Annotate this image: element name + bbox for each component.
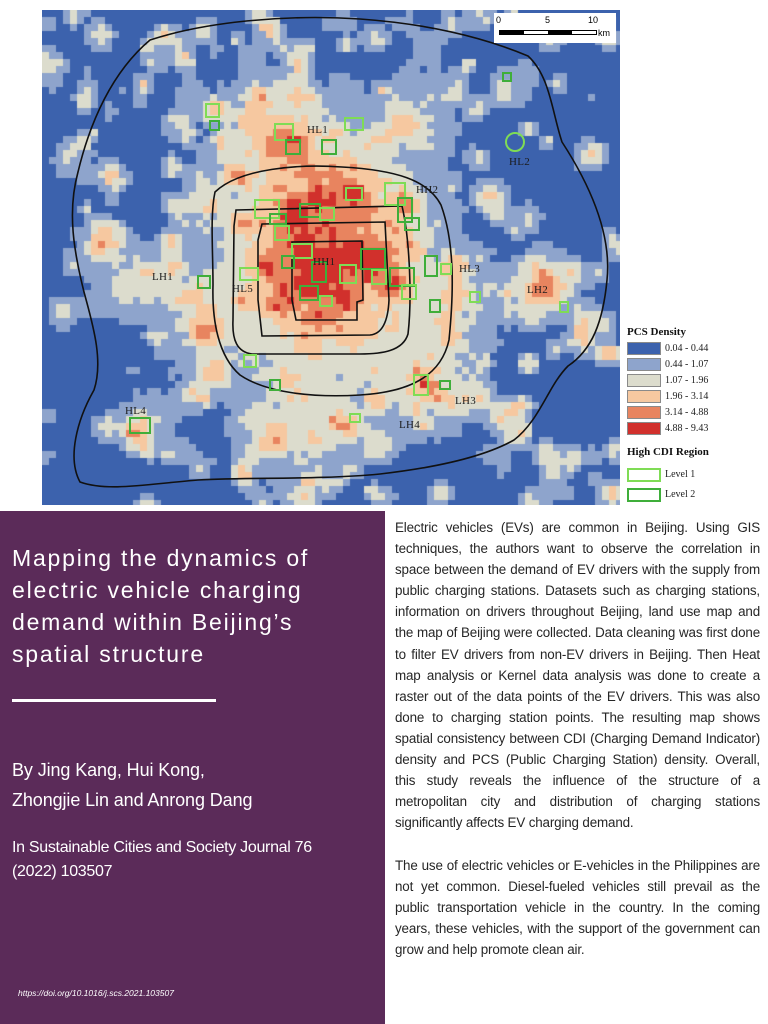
cdi-region-level-2	[503, 73, 511, 81]
legend-label: 1.07 - 1.96	[665, 375, 709, 386]
scale-tick-label: 0	[496, 15, 502, 25]
cdi-region-level-1	[275, 226, 289, 240]
title-line: spatial structure	[12, 641, 205, 667]
cdi-region-level-1	[275, 124, 293, 140]
legend-swatch	[627, 358, 661, 371]
legend-label: 0.44 - 1.07	[665, 359, 709, 370]
authors-line: Zhongjie Lin and Anrong Dang	[12, 790, 253, 810]
region-label-hl2: HL2	[509, 156, 531, 168]
legend-swatch	[627, 422, 661, 435]
journal-citation	[12, 836, 312, 884]
map-legend	[625, 326, 765, 506]
cdi-region-level-2	[300, 286, 318, 300]
ring-road-2	[292, 241, 363, 320]
cdi-region-level-1	[320, 208, 334, 220]
summary-paragraph: The use of electric vehicles or E-vehicles in the Philippines are not yet common. Diesel-fueled vehicles still prevail as the public transportation vehicle in the country. In the coming years, these vehicles, with the support of the government can grow and help promote clean air.	[395, 857, 760, 957]
article-info-panel	[0, 511, 385, 1024]
legend-label: 4.88 - 9.43	[665, 423, 709, 434]
legend-row	[625, 358, 765, 372]
cdi-regions	[130, 73, 568, 433]
legend-label: Level 2	[665, 489, 696, 500]
legend-row	[625, 342, 765, 356]
legend-swatch	[627, 342, 661, 355]
cdi-region-level-1	[345, 118, 363, 130]
authors	[12, 755, 252, 815]
cdi-region-level-2	[430, 300, 440, 312]
legend-row	[625, 406, 765, 420]
title-line: Mapping the dynamics of	[12, 545, 310, 571]
legend-swatch	[627, 374, 661, 387]
legend-cdi-title: High CDI Region	[627, 446, 709, 458]
cdi-region-level-1	[340, 265, 356, 283]
cdi-region-level-2	[425, 256, 437, 276]
cdi-region-level-2	[198, 276, 210, 288]
cdi-region-level-1	[350, 414, 360, 422]
cdi-region-level-2	[440, 381, 450, 389]
region-label-lh1: LH1	[152, 271, 174, 283]
legend-label: 3.14 - 4.88	[665, 407, 709, 418]
legend-label: 0.04 - 0.44	[665, 343, 709, 354]
region-label-hh1: HH1	[313, 256, 336, 268]
scale-unit: km	[598, 28, 610, 38]
legend-row	[625, 422, 765, 436]
article-summary	[395, 517, 760, 981]
legend-swatch	[627, 406, 661, 419]
cdi-region-level-1	[372, 270, 386, 284]
cdi-region-level-2	[286, 140, 300, 154]
cdi-region-level-1	[470, 292, 480, 302]
legend-swatch	[627, 390, 661, 403]
scale-tick-label: 10	[588, 15, 599, 25]
cdi-region-level-2	[361, 249, 385, 269]
cdi-region-level-1	[560, 302, 568, 312]
legend-row	[625, 488, 765, 502]
title-line: demand within Beijing’s	[12, 609, 294, 635]
ring-roads	[72, 18, 607, 487]
article-title	[12, 542, 309, 670]
cdi-region-level-1	[402, 285, 416, 299]
beijing-heat-map	[42, 10, 620, 505]
legend-title: PCS Density	[627, 326, 686, 338]
region-label-hl3: HL3	[459, 263, 481, 275]
legend-label: Level 1	[665, 469, 696, 480]
cdi-region-level-2	[210, 121, 219, 130]
summary-paragraph: Electric vehicles (EVs) are common in Beijing. Using GIS techniques, the authors want to observe the correlation in space between the demand of EV drivers with the supply from public charging stations. Datasets such as charging stations, information on drivers throughout Beijing, land use map and the map of Beijing were collected. Data cleaning was first done to filter EV drivers from non-EV drivers in Beijing. Then Heat map analysis or Kernel data analysis was done to create a raster out of the data points of the EV drivers. This was also done to charging station points. The resulting map shows spatial consistency between CDI (Charging Demand Indicator) density and PCS (Public Charging Station) density. Overall, this study reveals the influence of the structure of a metropolitan city and distribution of charging stations significantly affects EV charging demand.	[395, 520, 760, 831]
cdi-region-level-1	[240, 268, 258, 280]
cdi-region-level-2	[130, 418, 150, 433]
scale-tick-label: 5	[545, 15, 551, 25]
cdi-region-level-1	[244, 355, 256, 367]
legend-label: 1.96 - 3.14	[665, 391, 709, 402]
citation-line: In Sustainable Cities and Society Journal 76	[12, 839, 312, 856]
cdi-region-level-1	[441, 264, 451, 274]
scale-bar	[494, 13, 616, 43]
region-label-lh4: LH4	[399, 419, 421, 431]
divider	[12, 699, 216, 702]
legend-level-box	[627, 488, 661, 502]
cdi-region-level-1	[385, 183, 405, 205]
outer-boundary	[72, 18, 607, 487]
cdi-region-level-1	[346, 188, 362, 200]
title-line: electric vehicle charging	[12, 577, 303, 603]
ring-road-4	[233, 206, 410, 354]
doi-link[interactable]: https://doi.org/10.1016/j.scs.2021.103507	[18, 988, 174, 998]
cdi-region-level-1	[414, 375, 428, 395]
cdi-region-level-1	[320, 296, 332, 306]
region-label-hh2: HH2	[416, 184, 439, 196]
cdi-region-level-1	[506, 133, 524, 151]
legend-row	[625, 374, 765, 388]
region-label-hl1: HL1	[307, 124, 329, 136]
region-label-hl5: HL5	[232, 283, 254, 295]
region-label-hl4: HL4	[125, 405, 147, 417]
scale-bar-graphic	[499, 30, 597, 35]
authors-line: By Jing Kang, Hui Kong,	[12, 760, 205, 780]
region-label-lh3: LH3	[455, 395, 477, 407]
cdi-region-level-1	[206, 104, 219, 117]
cdi-region-level-2	[300, 204, 320, 217]
legend-row	[625, 390, 765, 404]
cdi-region-level-2	[322, 140, 336, 154]
region-label-lh2: LH2	[527, 284, 549, 296]
citation-line: (2022) 103507	[12, 863, 113, 880]
legend-row	[625, 468, 765, 482]
legend-level-box	[627, 468, 661, 482]
